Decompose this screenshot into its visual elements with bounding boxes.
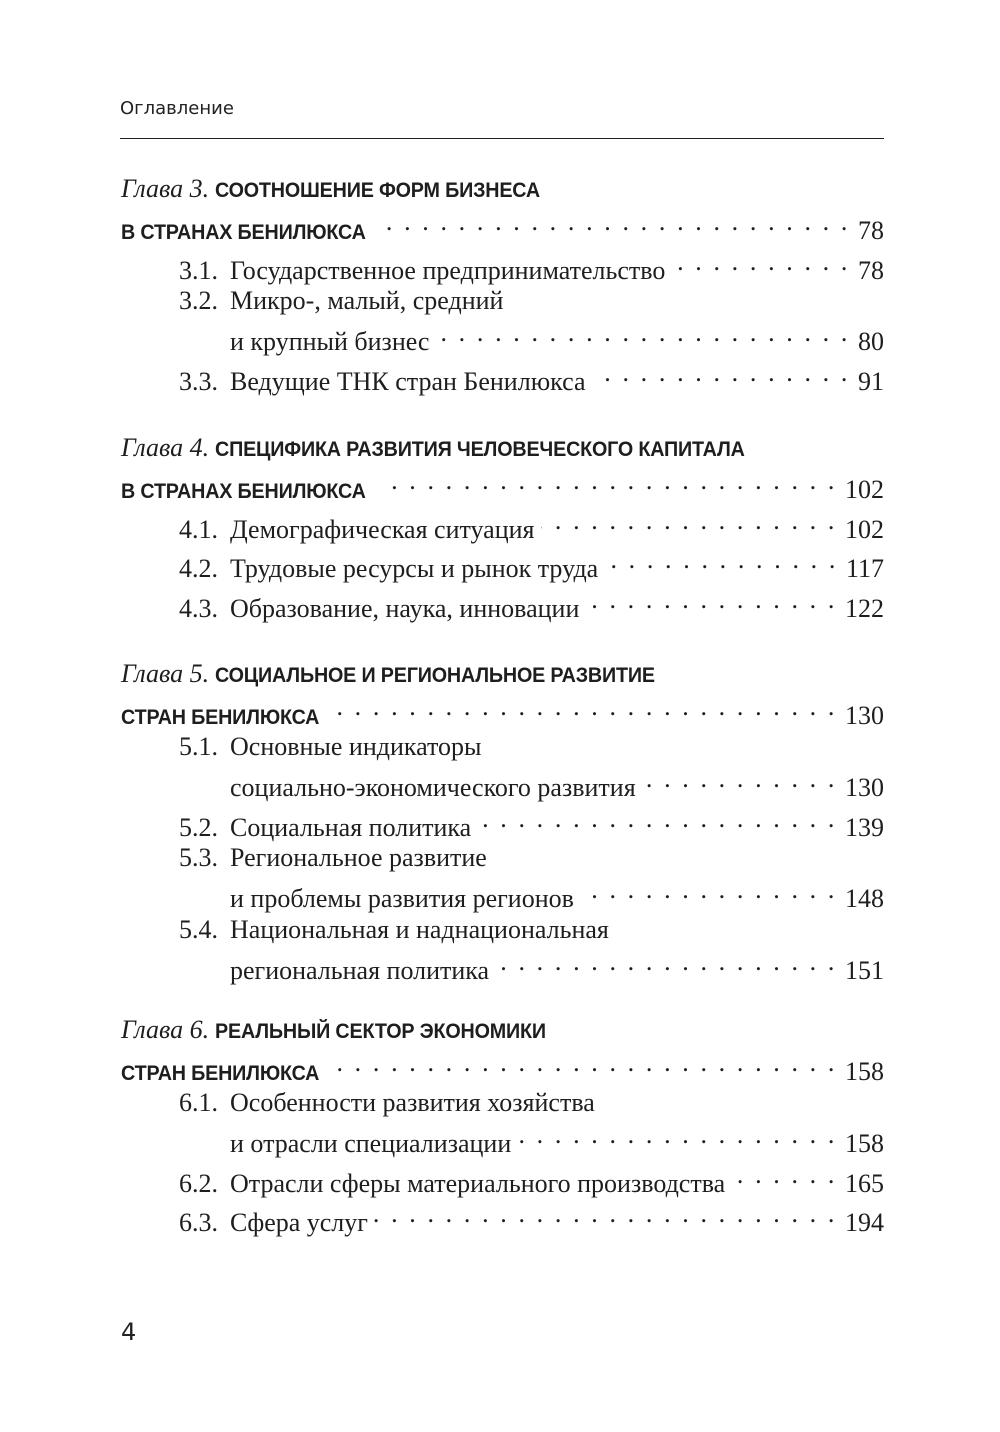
section-entry[interactable] <box>179 1197 884 1237</box>
section-number: 6.3. <box>179 1208 218 1237</box>
leader-dots <box>387 464 837 498</box>
chapter-title-cont: СТРАН БЕНИЛЮКСА <box>121 706 320 729</box>
leader-dots <box>585 583 837 617</box>
section-number: 5.1. <box>179 732 218 761</box>
chapter-title: РЕАЛЬНЫЙ СЕКТОР ЭКОНОМИКИ <box>215 1020 547 1043</box>
page-number: 102 <box>845 475 884 504</box>
chapter-6-heading[interactable] <box>121 1013 567 1047</box>
chapter-title: СООТНОШЕНИЕ ФОРМ БИЗНЕСА <box>215 179 541 202</box>
section-title-cont: и проблемы развития регионов <box>230 884 574 913</box>
section-entry[interactable] <box>179 583 884 623</box>
chapter-title-cont: СТРАН БЕНИЛЮКСА <box>121 1062 320 1085</box>
page-number: 91 <box>858 367 884 396</box>
chapter-title: СПЕЦИФИКА РАЗВИТИЯ ЧЕЛОВЕЧЕСКОГО КАПИТАЛА <box>215 438 745 461</box>
section-number: 6.2. <box>179 1169 218 1198</box>
header-rule <box>120 138 884 139</box>
section-title: Образование, наука, инновации <box>230 594 580 623</box>
section-number: 3.1. <box>179 256 218 285</box>
leader-dots <box>435 316 850 350</box>
chapter-label: Глава 5. <box>121 659 210 688</box>
page-number: 158 <box>845 1129 884 1158</box>
chapter-4-heading[interactable] <box>121 431 779 465</box>
section-number: 3.2. <box>179 286 218 315</box>
leader-dots <box>495 945 837 979</box>
section-title-cont: региональная политика <box>230 956 490 985</box>
section-entry-cont[interactable] <box>230 1118 884 1158</box>
section-title: Трудовые ресурсы и рынок труда <box>230 554 599 583</box>
section-entry[interactable] <box>179 1158 884 1198</box>
section-title-cont: социально-экономического развития <box>230 773 636 802</box>
chapter-label: Глава 3. <box>121 174 210 203</box>
section-entry[interactable] <box>179 841 487 875</box>
chapter-4-entry[interactable] <box>121 464 884 504</box>
section-number: 5.4. <box>179 915 218 944</box>
section-entry[interactable] <box>179 543 884 583</box>
section-number: 5.2. <box>179 813 218 842</box>
section-entry[interactable] <box>179 356 884 396</box>
section-entry-cont[interactable] <box>230 762 884 802</box>
section-entry[interactable] <box>179 802 884 842</box>
chapter-3-entry[interactable] <box>121 205 884 245</box>
page-number: 139 <box>845 813 884 842</box>
section-title: Социальная политика <box>230 813 472 842</box>
leader-dots <box>604 543 838 577</box>
section-title-cont: и крупный бизнес <box>230 327 430 356</box>
chapter-title-cont: В СТРАНАХ БЕНИЛЮКСА <box>121 221 366 244</box>
section-title: Демографическая ситуация <box>230 515 535 544</box>
section-number: 6.1. <box>179 1088 218 1117</box>
section-entry-cont[interactable] <box>230 316 884 356</box>
section-entry[interactable] <box>179 504 884 544</box>
section-title: Ведущие ТНК стран Бенилюкса <box>230 367 586 396</box>
chapter-label: Глава 6. <box>121 1015 210 1044</box>
section-number: 4.2. <box>179 554 218 583</box>
section-number: 3.3. <box>179 367 218 396</box>
section-number: 5.3. <box>179 843 218 872</box>
section-entry-cont[interactable] <box>230 873 884 913</box>
section-entry[interactable] <box>179 245 884 285</box>
page-number: 130 <box>845 773 884 802</box>
leader-dots <box>731 1158 837 1192</box>
page-number: 78 <box>858 256 884 285</box>
leader-dots <box>477 802 837 836</box>
chapter-5-heading[interactable] <box>121 657 683 691</box>
section-title: Региональное развитие <box>230 843 487 872</box>
chapter-title-cont: В СТРАНАХ БЕНИЛЮКСА <box>121 480 366 503</box>
page-number: 194 <box>845 1208 884 1237</box>
chapter-title: СОЦИАЛЬНОЕ И РЕГИОНАЛЬНОЕ РАЗВИТИЕ <box>215 664 656 687</box>
leader-dots <box>374 1197 837 1231</box>
section-title-cont: и отрасли специализации <box>230 1129 512 1158</box>
leader-dots <box>541 504 837 538</box>
section-entry[interactable] <box>179 284 503 318</box>
section-title: Сфера услуг <box>230 1208 368 1237</box>
leader-dots <box>642 762 837 796</box>
leader-dots <box>671 245 850 279</box>
section-entry[interactable] <box>179 913 609 947</box>
leader-dots <box>517 1118 837 1152</box>
section-title: Микро-, малый, средний <box>230 286 504 315</box>
leader-dots <box>580 873 837 907</box>
page-number: 130 <box>845 701 884 730</box>
section-entry[interactable] <box>179 1086 595 1120</box>
chapter-3-heading[interactable] <box>121 172 561 206</box>
section-entry[interactable] <box>179 730 482 764</box>
leader-dots <box>592 356 851 390</box>
page-number: 78 <box>858 216 884 245</box>
page-number: 151 <box>845 956 884 985</box>
chapter-6-entry[interactable] <box>121 1046 884 1086</box>
page-number: 148 <box>845 884 884 913</box>
leader-dots <box>338 1046 837 1080</box>
page-number: 102 <box>845 515 884 544</box>
section-title: Отрасли сферы материального производства <box>230 1169 726 1198</box>
section-title: Основные индикаторы <box>230 732 482 761</box>
page-number: 165 <box>845 1169 884 1198</box>
running-title: Оглавление <box>120 98 234 119</box>
page-number: 158 <box>845 1057 884 1086</box>
section-number: 4.1. <box>179 515 218 544</box>
leader-dots <box>338 690 837 724</box>
page-number: 117 <box>845 554 884 583</box>
section-title: Государственное предпринимательство <box>230 256 666 285</box>
page-number: 80 <box>858 327 884 356</box>
page-folio: 4 <box>121 1318 137 1346</box>
chapter-5-entry[interactable] <box>121 690 884 730</box>
section-entry-cont[interactable] <box>230 945 884 985</box>
chapter-label: Глава 4. <box>121 433 210 462</box>
page-number: 122 <box>845 594 884 623</box>
section-number: 4.3. <box>179 594 218 623</box>
section-title: Национальная и наднациональная <box>230 915 609 944</box>
leader-dots <box>387 205 850 239</box>
section-title: Особенности развития хозяйства <box>230 1088 595 1117</box>
